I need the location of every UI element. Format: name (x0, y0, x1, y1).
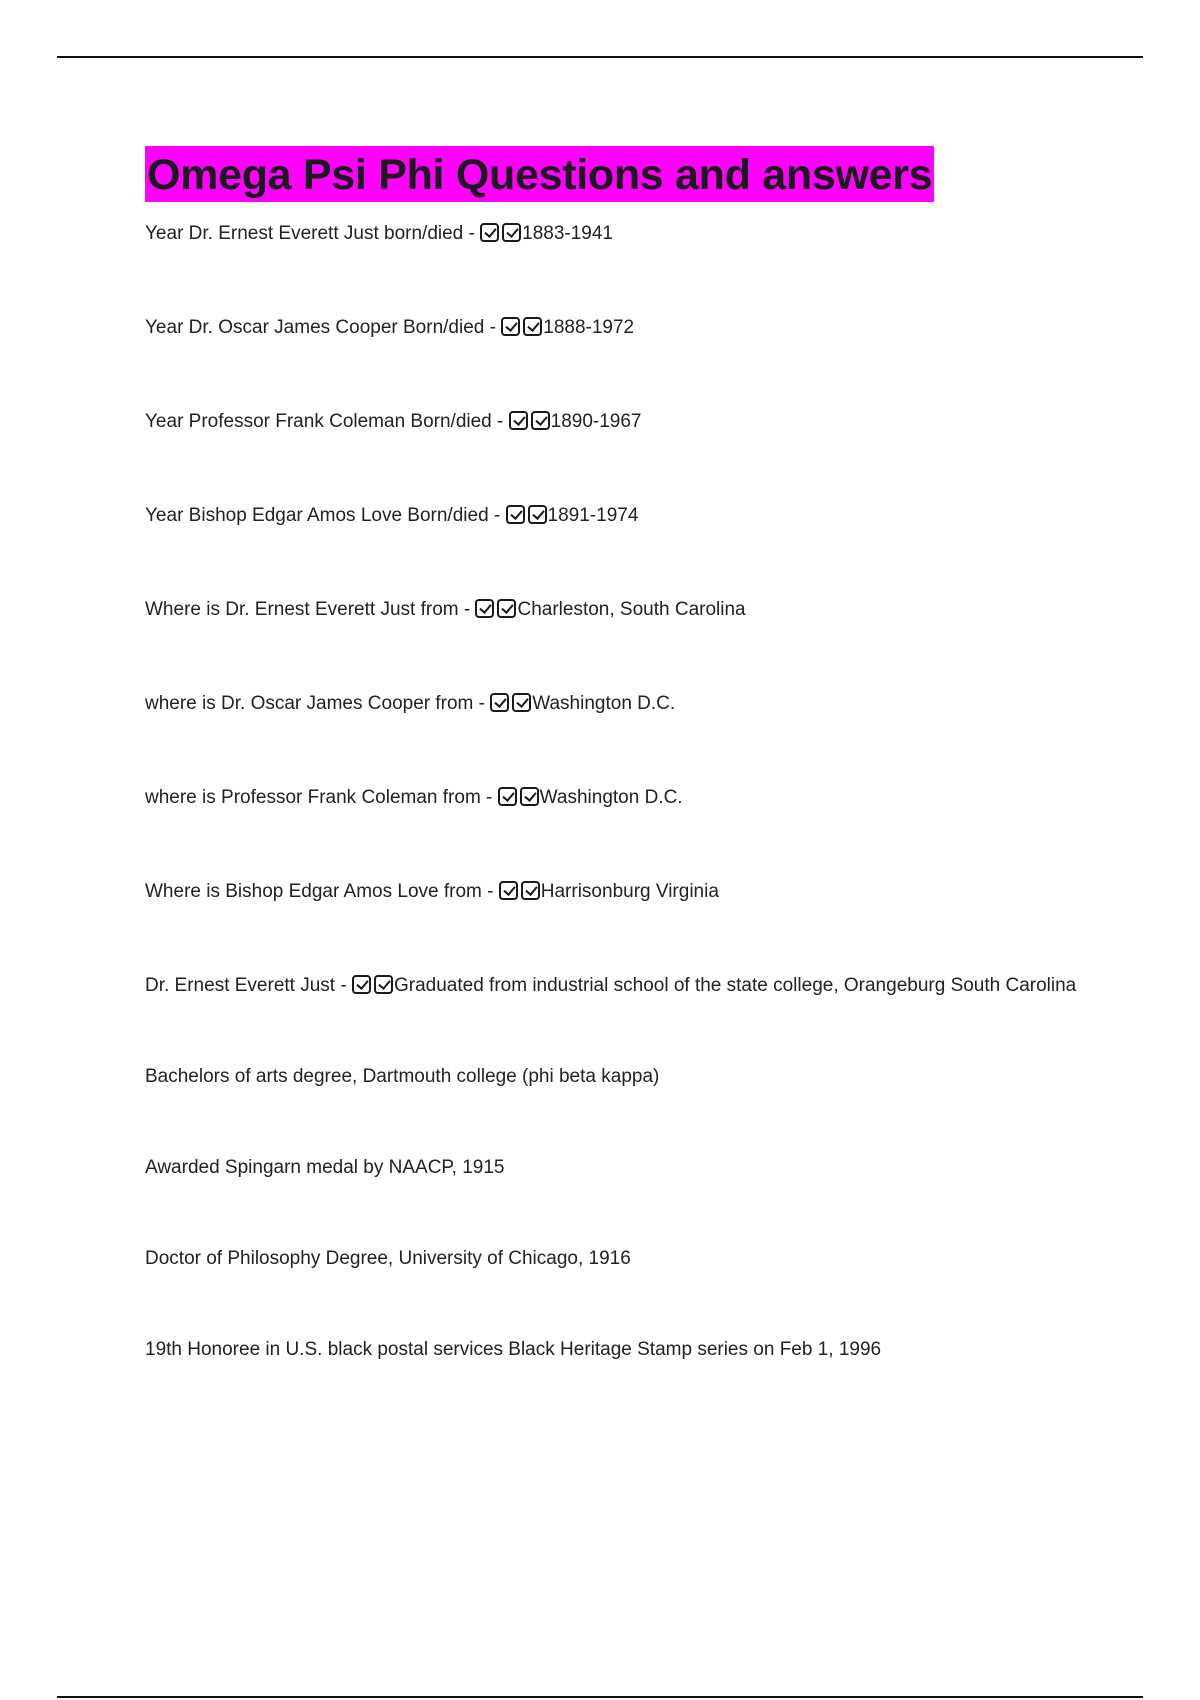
checkbox-checked-icon (490, 693, 509, 712)
checkbox-checked-icon (497, 599, 516, 618)
fact-line: Awarded Spingarn medal by NAACP, 1915 (145, 1157, 505, 1178)
answer-text: 1883-1941 (522, 223, 614, 244)
qa-item (145, 972, 1085, 1000)
question-text: Year Bishop Edgar Amos Love Born/died (145, 505, 489, 526)
checkbox-checked-icon (475, 599, 494, 618)
fact-line: Doctor of Philosophy Degree, University of Chicago, 1916 (145, 1248, 631, 1269)
separator: - (484, 317, 502, 338)
fact-line: Bachelors of arts degree, Dartmouth college (phi beta kappa) (145, 1066, 660, 1087)
checkbox-checked-icon (498, 787, 517, 806)
page-title: Omega Psi Phi Questions and answers (145, 146, 934, 202)
answer-text: Harrisonburg Virginia (540, 881, 719, 902)
qa-item (145, 878, 1085, 906)
qa-list (145, 220, 1085, 1364)
checkbox-checked-icon (501, 317, 520, 336)
qa-item (145, 408, 1085, 436)
answer-text: Graduated from industrial school of the state college, Orangeburg South Carolina (393, 975, 1077, 996)
checkbox-checked-icon (523, 317, 542, 336)
separator: - (480, 787, 498, 808)
answer-text: 1888-1972 (543, 317, 635, 338)
answer-text: Washington D.C. (532, 693, 676, 714)
qa-item (145, 596, 1085, 624)
top-rule (57, 56, 1143, 58)
checkbox-checked-icon (521, 881, 540, 900)
checkbox-checked-icon (512, 693, 531, 712)
checkbox-checked-icon (506, 505, 525, 524)
checkbox-checked-icon (528, 505, 547, 524)
separator: - (335, 975, 352, 996)
answer-text: Charleston, South Carolina (517, 599, 746, 620)
qa-item (145, 220, 1085, 248)
checkbox-checked-icon (499, 881, 518, 900)
answer-text: Washington D.C. (539, 787, 683, 808)
question-text: where is Dr. Oscar James Cooper from (145, 693, 474, 714)
qa-item (145, 784, 1085, 812)
separator: - (481, 881, 499, 902)
question-text: Where is Bishop Edgar Amos Love from (145, 881, 482, 902)
question-text: Year Dr. Oscar James Cooper Born/died (145, 317, 485, 338)
question-text: where is Professor Frank Coleman from (145, 787, 481, 808)
answer-text: 1890-1967 (550, 411, 642, 432)
fact-line: 19th Honoree in U.S. black postal services Black Heritage Stamp series on Feb 1, 1996 (145, 1339, 882, 1360)
question-text: Dr. Ernest Everett Just (145, 975, 336, 996)
separator: - (463, 223, 481, 244)
qa-item (145, 502, 1085, 530)
checkbox-checked-icon (509, 411, 528, 430)
bottom-rule (57, 1696, 1143, 1698)
checkbox-checked-icon (520, 787, 539, 806)
qa-item (145, 690, 1085, 718)
qa-item (145, 314, 1085, 342)
document-body (145, 146, 1085, 1364)
checkbox-checked-icon (502, 223, 521, 242)
checkbox-checked-icon (480, 223, 499, 242)
question-text: Year Professor Frank Coleman Born/died (145, 411, 492, 432)
checkbox-checked-icon (374, 975, 393, 994)
separator: - (491, 411, 509, 432)
question-text: Year Dr. Ernest Everett Just born/died (145, 223, 464, 244)
separator: - (473, 693, 491, 714)
separator: - (458, 599, 476, 620)
checkbox-checked-icon (352, 975, 371, 994)
question-text: Where is Dr. Ernest Everett Just from (145, 599, 459, 620)
separator: - (488, 505, 506, 526)
answer-text: 1891-1974 (547, 505, 639, 526)
checkbox-checked-icon (531, 411, 550, 430)
